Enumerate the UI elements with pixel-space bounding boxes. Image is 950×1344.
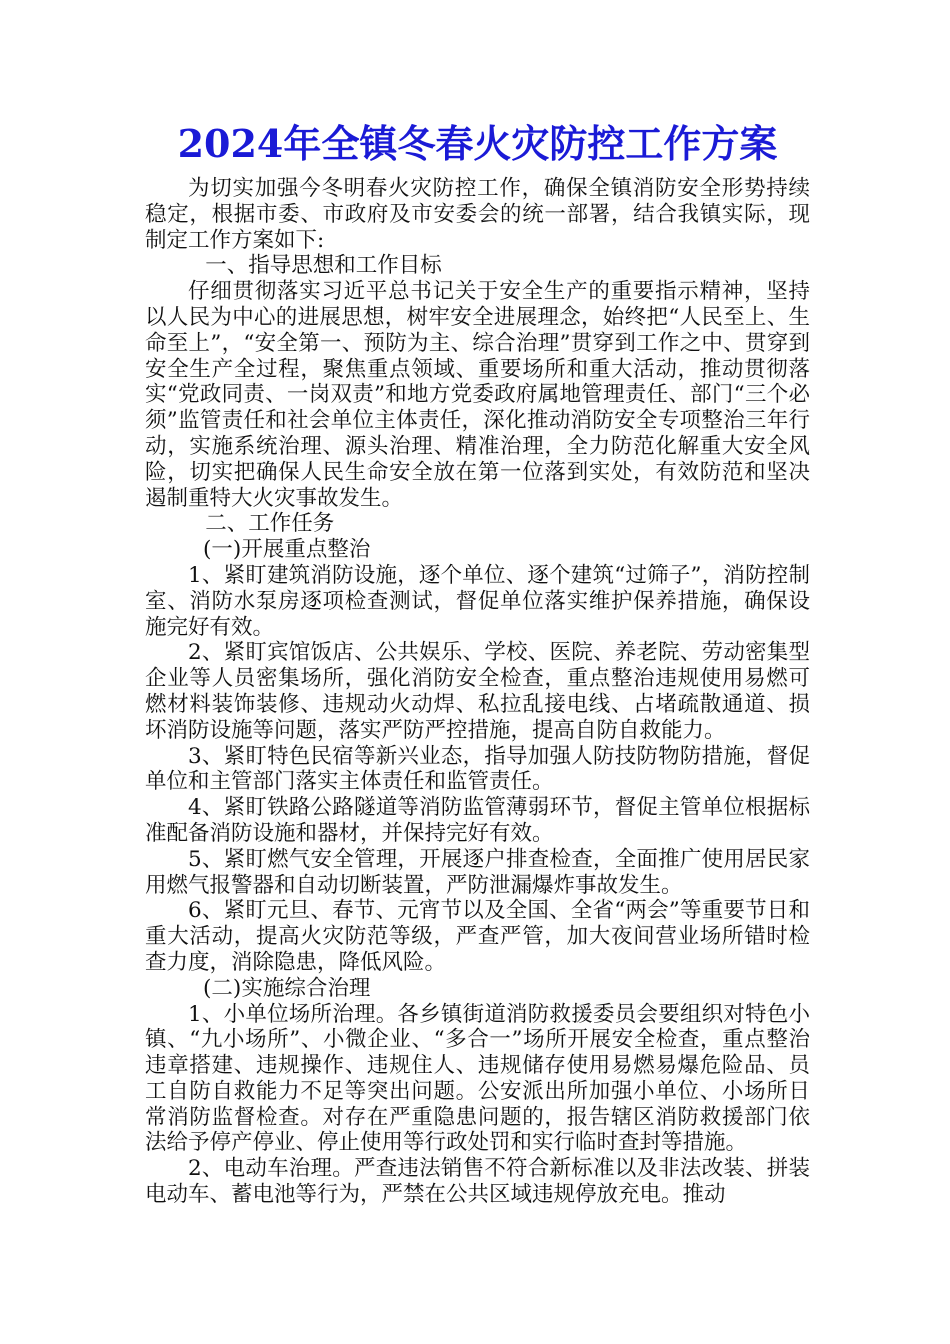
document-page [145, 118, 810, 1208]
task-item-5: 5、紧盯燃气安全管理，开展逐户排查检查，全面推广使用居民家用燃气报警器和自动切断装置，严防泄漏爆炸事故发生。 [145, 846, 810, 898]
document-title: 2024年全镇冬春火灾防控工作方案 [177, 121, 778, 166]
governance-item-2: 2、电动车治理。严查违法销售不符合新标准以及非法改装、拼装电动车、蓄电池等行为，严禁在公共区域违规停放充电。推动 [145, 1156, 810, 1208]
guiding-ideology-paragraph: 仔细贯彻落实习近平总书记关于安全生产的重要指示精神，坚持以人民为中心的进展思想，树牢安全进展理念，始终把“人民至上、生命至上”，“安全第一、预防为主、综合治理”贯穿到工作之中、贯穿到安全生产全过程，聚焦重点领域、重要场所和重大活动，推动贯彻落实“党政同责、一岗双责”和地方党委政府属地管理责任、部门“三个必须”监管责任和社会单位主体责任，深化推动消防安全专项整治三年行动，实施系统治理、源头治理、精准治理，全力防范化解重大安全风险，切实把确保人民生命安全放在第一位落到实处，有效防范和坚决遏制重特大火灾事故发生。 [145, 279, 810, 511]
subsection-heading-key-rectification: (一)开展重点整治 [203, 537, 371, 563]
task-item-2: 2、紧盯宾馆饭店、公共娱乐、学校、医院、养老院、劳动密集型企业等人员密集场所，强化消防安全检查，重点整治违规使用易燃可燃材料装饰装修、违规动火动焊、私拉乱接电线、占堵疏散通道、损坏消防设施等问题，落实严防严控措施，提高自防自救能力。 [145, 640, 810, 743]
governance-item-1: 1、小单位场所治理。各乡镇街道消防救援委员会要组织对特色小镇、“九小场所”、小微企业、“多合一”场所开展安全检查，重点整治违章搭建、违规操作、违规住人、违规储存使用易燃易爆危险品、员工自防自救能力不足等突出问题。公安派出所加强小单位、小场所日常消防监督检查。对存在严重隐患问题的，报告辖区消防救援部门依法给予停产停业、停止使用等行政处罚和实行临时查封等措施。 [145, 1001, 810, 1156]
task-item-3: 3、紧盯特色民宿等新兴业态，指导加强人防技防物防措施，督促单位和主管部门落实主体责任和监管责任。 [145, 743, 810, 795]
subsection-heading-comprehensive-governance: (二)实施综合治理 [203, 975, 371, 1001]
task-item-4: 4、紧盯铁路公路隧道等消防监管薄弱环节，督促主管单位根据标准配备消防设施和器材，并保持完好有效。 [145, 795, 810, 846]
intro-paragraph: 为切实加强今冬明春火灾防控工作，确保全镇消防安全形势持续稳定，根据市委、市政府及市安委会的统一部署，结合我镇实际，现制定工作方案如下: [145, 176, 810, 253]
section-heading-guiding-ideology: 一、指导思想和工作目标 [205, 253, 442, 279]
task-item-6: 6、紧盯元旦、春节、元宵节以及全国、全省“两会”等重要节日和重大活动，提高火灾防范等级，严查严管，加大夜间营业场所错时检查力度，消除隐患，降低风险。 [145, 898, 810, 975]
task-item-1: 1、紧盯建筑消防设施，逐个单位、逐个建筑“过筛子”，消防控制室、消防水泵房逐项检查测试，督促单位落实维护保养措施，确保设施完好有效。 [145, 562, 810, 640]
section-heading-work-tasks: 二、工作任务 [205, 511, 335, 537]
